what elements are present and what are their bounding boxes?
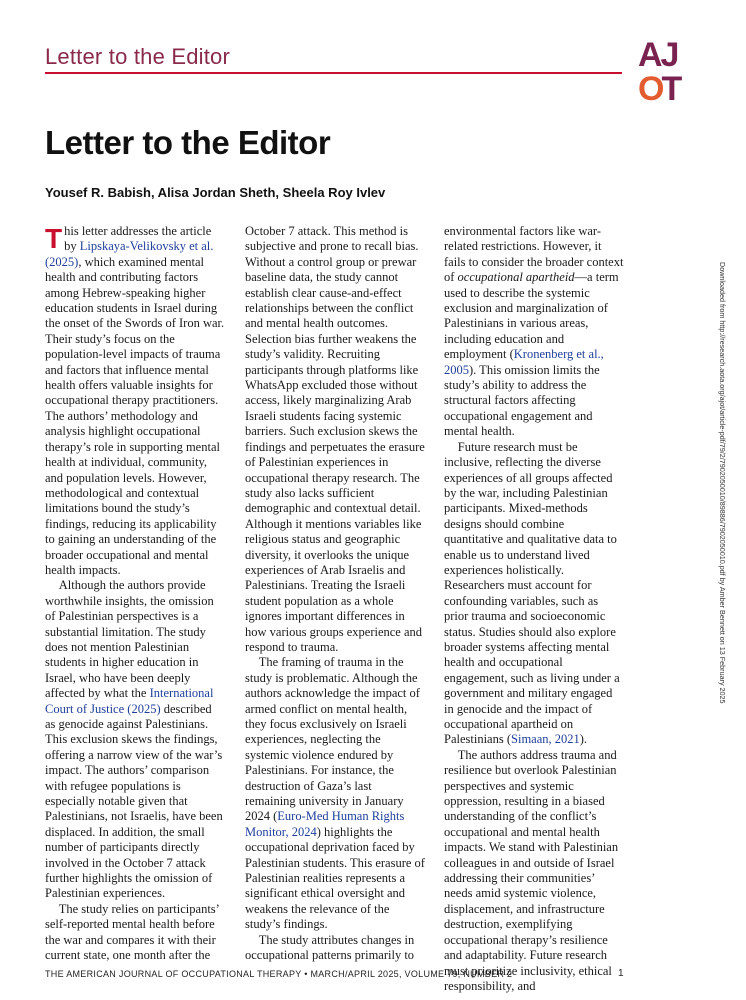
paragraph-text: ). xyxy=(579,732,588,747)
citation-link[interactable]: Simaan, 2021 xyxy=(511,732,580,747)
paragraph-text: ). This omission limits the study’s ability to address the structural factors affecting occupational engagement and mental health. xyxy=(444,362,600,439)
paragraph-text: , which examined mental health and contributing factors among Hebrew-speaking higher education students in Israel during the onset of the Swords of Iron war. Their study’s focus on the population-level impacts of trauma and factors that influence mental health offers valuable insights for occupational therapy practitioners. The authors’ methodology and analysis highlight occupational therapy’s role in supporting mental health at individual, community, and population levels. However, methodological and contextual limitations bound the study’s findings, reducing its applicability to gaining an understanding of the broader occupational and mental health impacts. xyxy=(45,254,225,577)
paragraph xyxy=(444,440,624,748)
paragraph xyxy=(245,655,425,932)
paragraph-text: —a term used to describe the systemic exclusion and marginalization of Palestinians in various areas, including education and employment ( xyxy=(444,270,619,362)
paragraph: October 7 attack. This method is subjective and prone to recall bias. Without a control group or prewar baseline data, the study cannot establish clear cause-and-effect relationships between the conflict and mental health outcomes. Selection bias further weakens the study’s validity. Recruiting participants through platforms like WhatsApp excluded those without access, likely marginalizing Arab Israeli students facing systemic barriers. Such exclusion skews the findings and perpetuates the erasure of Palestinian experiences in occupational therapy research. The study also lacks sufficient demographic and contextual detail. Although it mentions variables like religious status and geographic diversity, it overlooks the unique experiences of Arab Israelis and Palestinians. Treating the Israeli student population as a whole ignores important differences in how various groups experience and respond to trauma. xyxy=(245,224,425,654)
drop-cap: T xyxy=(45,223,63,254)
paragraph xyxy=(45,224,225,578)
section-divider xyxy=(45,72,622,74)
citation-link[interactable]: Kronenberg et al., 2005 xyxy=(444,347,604,377)
paragraph-text: ) highlights the occupational deprivation faced by Palestinian students. This erasure of Palestinian realities represents a significant ethical oversight and weakens the relevance of the study’s findings. xyxy=(245,824,425,932)
download-note-text: Downloaded from http://research.aota.org/ajot/article-pdf/79/2/7902050010/89886/7902050010.pdf by Amber Bennett on 13 February 2025 xyxy=(718,262,727,704)
paragraph-text: environmental factors like war-related restrictions. However, it fails to consider the broader context of xyxy=(444,224,624,285)
logo-top-letters: AJ xyxy=(638,36,678,74)
logo-letter-t: T xyxy=(661,70,680,108)
paragraph-text: The framing of trauma in the study is problematic. Although the authors acknowledge the impact of armed conflict on mental health, they focus exclusively on Israeli experiences, neglecting the systemic violence endured by Palestinians. For instance, the destruction of Gaza’s last remaining university in January 2024 ( xyxy=(245,655,420,824)
paragraph: The study relies on participants’ self-reported mental health before the war and compares it with their current state, one month after the xyxy=(45,901,219,963)
citation-link[interactable]: Lipskaya-Velikovsky et al. (2025) xyxy=(45,239,214,269)
text-column-1 xyxy=(45,224,225,964)
paragraph: The study attributes changes in occupational patterns primarily to xyxy=(245,932,415,963)
download-watermark xyxy=(718,262,730,740)
paragraph-text: Although the authors provide worthwhile insights, the omission of Palestinian perspectives is a substantial limitation. The study does not mention Palestinian students in higher education in Israel, who have been deeply affected by what the xyxy=(45,578,214,701)
paragraph: The authors address trauma and resilience but overlook Palestinian perspectives and systemic oppression, resulting in a biased understanding of the conflict’s occupational and mental health impacts. We stand with Palestinian colleagues in and outside of Israel addressing their communities’ needs amid systemic violence, displacement, and infrastructure destruction, exemplifying occupational therapy’s resilience and adaptability. Future research must prioritize inclusivity, ethical responsibility, and xyxy=(444,747,619,993)
paragraph-text: his letter addresses the article by xyxy=(64,224,212,254)
footer-journal-info: THE AMERICAN JOURNAL OF OCCUPATIONAL THERAPY • MARCH/APRIL 2025, VOLUME 79, NUMBER 2 xyxy=(45,969,513,979)
author-list: Yousef R. Babish, Alisa Jordan Sheth, Sheela Roy Ivlev xyxy=(45,185,386,200)
paragraph-text: Future research must be inclusive, reflecting the diverse experiences of all groups affected by the war, including Palestinian participants. Mixed-methods designs should combine quantitative and qualitative data to enable us to understand lived experiences holistically. Researchers must account for confounding variables, such as prior trauma and socioeconomic status. Studies should also explore broader systems affecting mental health and occupational engagement, such as living under a government and military engaged in genocide and the impact of occupational apartheid on Palestinians ( xyxy=(444,439,620,747)
paragraph-text: described as genocide against Palestinians. This exclusion skews the findings, offering a narrow view of the war’s impact. The authors’ comparison with refugee populations is especially notable given that Palestinians, not Israelis, have been displaced. In addition, the small number of participants directly involved in the October 7 attack further highlights the omission of Palestinian experiences. xyxy=(45,701,223,901)
citation-link[interactable]: Euro-Med Human Rights Monitor, 2024 xyxy=(245,809,405,839)
citation-link[interactable]: International Court of Justice (2025) xyxy=(45,686,214,716)
text-column-2 xyxy=(245,224,425,964)
logo-letter-o: O xyxy=(638,70,662,108)
page-number: 1 xyxy=(618,968,624,979)
text-column-3 xyxy=(444,224,624,994)
section-label: Letter to the Editor xyxy=(45,44,230,69)
paragraph xyxy=(45,578,225,902)
logo-bottom-letters xyxy=(638,70,692,108)
paragraph xyxy=(444,224,624,440)
emphasized-term: occupational apartheid xyxy=(457,270,575,285)
article-title: Letter to the Editor xyxy=(45,124,331,161)
ajot-logo xyxy=(638,36,692,108)
